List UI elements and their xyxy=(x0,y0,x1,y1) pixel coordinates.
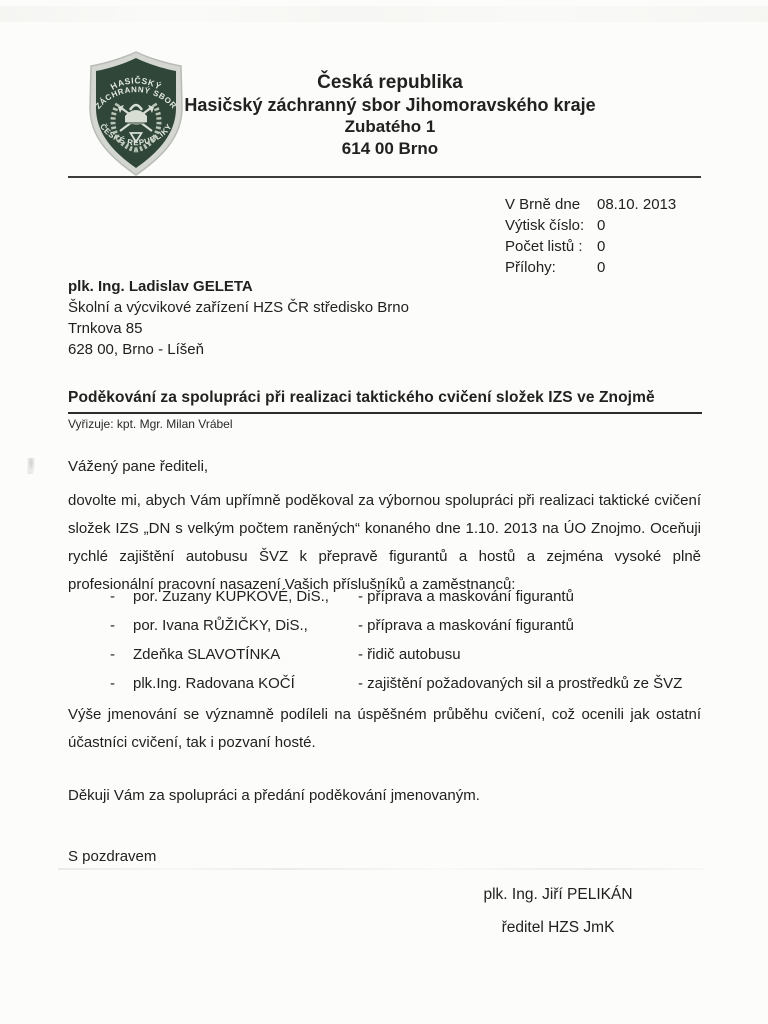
signature-block xyxy=(448,878,668,944)
scan-artifact-top-band xyxy=(0,6,768,22)
person-name: Zdeňka SLAVOTÍNKA xyxy=(133,646,281,663)
meta-label: Výtisk číslo: xyxy=(505,217,585,234)
document-meta xyxy=(505,194,676,278)
list-bullet: - xyxy=(110,617,115,634)
meta-row-copy-number xyxy=(505,215,676,236)
person-role: - příprava a maskování figurantů xyxy=(358,588,574,605)
person-role: - řidič autobusu xyxy=(358,646,461,663)
header-divider xyxy=(68,176,701,178)
letterhead-organization: Hasičský záchranný sbor Jihomoravského kraje xyxy=(184,95,596,115)
scan-artifact-edge-mark xyxy=(27,458,35,474)
list-bullet: - xyxy=(110,588,115,605)
person-name: por. Ivana RŮŽIČKY, DiS., xyxy=(133,617,308,634)
recipient-institution: Školní a výcvikové zařízení HZS ČR středisko Brno xyxy=(68,299,409,316)
person-name: por. Zuzany KUPKOVÉ, DiS., xyxy=(133,588,329,605)
list-item xyxy=(68,588,701,617)
list-bullet: - xyxy=(110,646,115,663)
meta-value: 08.10. 2013 xyxy=(597,196,677,213)
meta-row-attachments xyxy=(505,257,676,278)
salutation: Vážený pane řediteli, xyxy=(68,458,209,475)
subject-handler: Vyřizuje: kpt. Mgr. Milan Vrábel xyxy=(68,417,233,431)
signatory-title: ředitel HZS JmK xyxy=(501,919,615,936)
letterhead-street: Zubatého 1 xyxy=(344,117,436,136)
list-item xyxy=(68,646,701,675)
subject-block xyxy=(68,389,702,431)
emblem-arc-top-text: HASIČSKÝ xyxy=(108,75,164,92)
list-bullet: - xyxy=(110,675,115,692)
meta-label: Přílohy: xyxy=(505,259,556,276)
meta-row-sheet-count xyxy=(505,236,676,257)
body-paragraph-1: dovolte mi, abych Vám upřímně poděkoval za výbornou spolupráci při realizaci taktické cvičení složek IZS „DN s velkým počtem raněných“ konaného dne 1.10. 2013 na ÚO Znojmo. Oceňuji rychlé zajištění autobusu ŠVZ k přepravě figurantů a hostů a zejména vysoké plně profesionální pracovní nasazení Vašich příslušníků a zaměstnanců: xyxy=(68,492,701,593)
signatory-name: plk. Ing. Jiří PELIKÁN xyxy=(483,886,633,903)
body-paragraph-3: Děkuji Vám za spolupráci a předání poděkování jmenovaným. xyxy=(68,787,480,804)
closing-salutation: S pozdravem xyxy=(68,848,157,865)
letterhead xyxy=(150,72,630,160)
emblem-arc-mid-text: ZÁCHRANNÝ SBOR xyxy=(93,85,179,111)
emblem-arc-bottom-text: ČESKÉ REPUBLIKY xyxy=(98,122,174,148)
list-item xyxy=(68,675,701,704)
meta-value: 0 xyxy=(597,217,606,234)
recipient-street: Trnkova 85 xyxy=(68,320,143,337)
letterhead-city: 614 00 Brno xyxy=(341,139,439,158)
meta-label: V Brně dne xyxy=(505,196,581,213)
credited-persons-list xyxy=(68,588,701,704)
recipient-city: 628 00, Brno - Líšeň xyxy=(68,341,204,358)
scan-artifact-smudge-line xyxy=(58,868,703,870)
person-name: plk.Ing. Radovana KOČÍ xyxy=(133,675,295,692)
person-role: - zajištění požadovaných sil a prostředků ze ŠVZ xyxy=(358,675,683,692)
recipient-block xyxy=(68,276,409,360)
list-item xyxy=(68,617,701,646)
letterhead-country: Česká republika xyxy=(317,72,463,93)
meta-label: Počet listů : xyxy=(505,238,583,255)
meta-value: 0 xyxy=(597,238,606,255)
body-paragraph-2: Výše jmenování se významně podíleli na úspěšném průběhu cvičení, což ocenili jak ostatní účastníci cvičení, tak i pozvaní hosté. xyxy=(68,706,701,751)
meta-value: 0 xyxy=(597,259,606,276)
subject-title: Poděkování za spolupráci při realizaci taktického cvičení složek IZS ve Znojmě xyxy=(68,389,702,414)
person-role: - příprava a maskování figurantů xyxy=(358,617,574,634)
meta-row-date xyxy=(505,194,676,215)
recipient-name: plk. Ing. Ladislav GELETA xyxy=(68,278,253,295)
